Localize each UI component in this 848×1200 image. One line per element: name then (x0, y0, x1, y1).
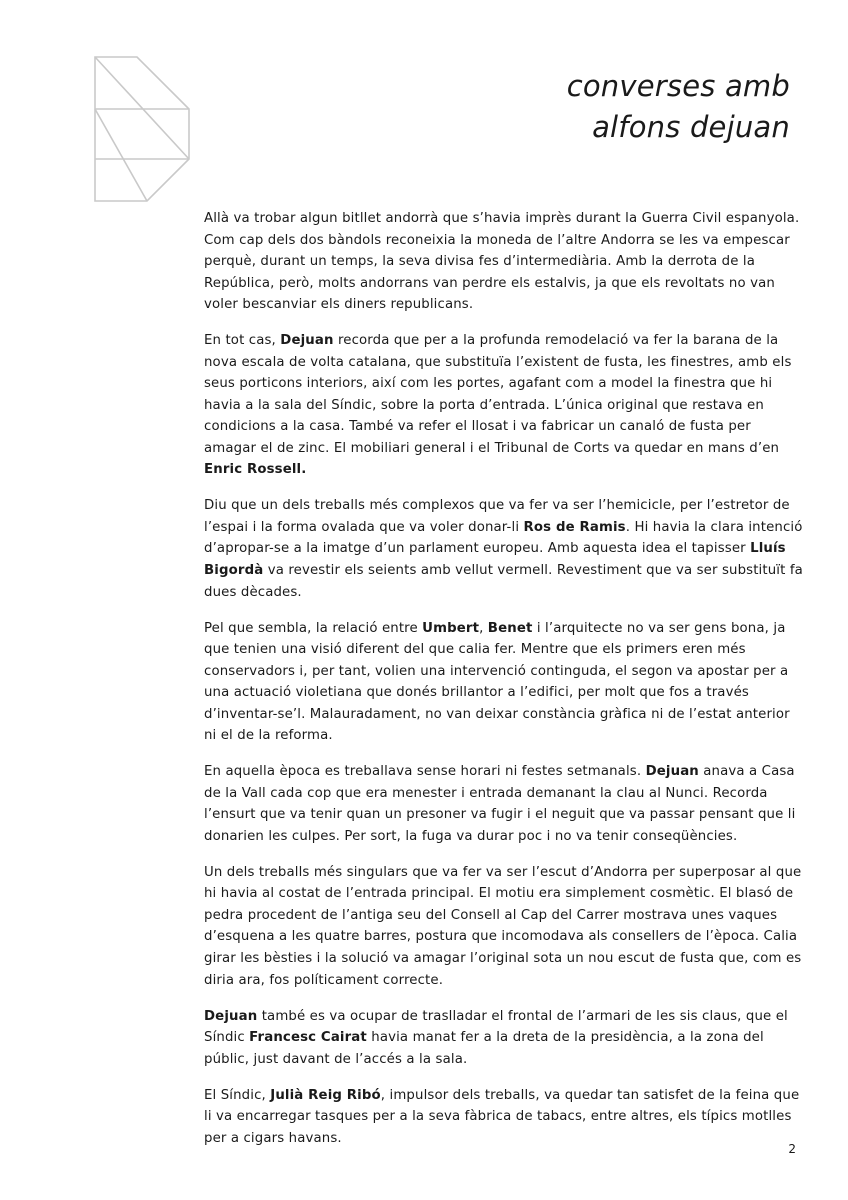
text-run: anava a Casa de la Vall cada cop que era menester i entrada demanant la clau al Nunci. Recorda l’ensurt que va tenir quan un presoner va fugir i el neguit que va passar pensant que li donarien les culpes. Per sort, la fuga va durar poc i no va tenir conseqüències. (204, 764, 796, 844)
text-run: Diu que un dels treballs més complexos que va fer va ser l’hemicicle, per l’estretor de l’espai i la forma ovalada que va voler donar-li (204, 498, 790, 535)
paragraph (204, 862, 804, 991)
text-run: havia manat fer a la dreta de la presidència, a la zona del públic, just davant de l’accés a la sala. (204, 1030, 764, 1067)
text-run: En aquella època es treballava sense horari ni festes setmanals. (204, 764, 646, 780)
text-run: Pel que sembla, la relació entre (204, 620, 423, 636)
text-run: també es va ocupar de traslladar el frontal de l’armari de les sis claus, que el Síndic (204, 1008, 788, 1046)
emphasis-run: Umbert (422, 620, 480, 636)
paragraph (204, 761, 804, 847)
document-header (0, 44, 848, 204)
text-run: Allà va trobar algun bitllet andorrà que s’havia imprès durant la Guerra Civil espanyola. Com cap dels dos bàndols reconeixia la moneda de l’altre Andorra se les va empescar perquè, durant un temps, la seva divisa fes d’intermediària. Amb la derrota de la República, però, molts andorrans van perdre els estalvis, ja que els revoltats no van voler bescanviar els diners republicans. (204, 211, 800, 313)
paragraph (204, 330, 804, 481)
paragraph (204, 1006, 804, 1071)
text-run: En tot cas, (204, 333, 281, 349)
text-run: va revestir els seients amb vellut vermell. Revestiment que va ser substituït fa dues dècades. (204, 562, 803, 600)
paragraph (204, 618, 804, 747)
emphasis-run: Dejuan (645, 764, 699, 780)
paragraph (204, 208, 804, 316)
emphasis-run: Benet (487, 620, 533, 636)
page-title-line-1: converses amb (566, 69, 790, 103)
text-run: i l’arquitecte no va ser gens bona, ja que tenien una visió diferent del que calia fer. Mentre que els primers eren més conservadors i, per tant, volien una intervenció continguda, el segon va apostar per a una actuació violetiana que donés brillantor a l’edifici, per molt que fos a través d’inventar-se’l. Malauradament, no van deixar constància gràfica ni de l’estat anterior ni el de la reforma. (204, 620, 790, 744)
emphasis-run: Enric Rossell. (204, 462, 307, 478)
text-run: Un dels treballs més singulars que va fer va ser l’escut d’Andorra per superposar al que hi havia al costat de l’entrada principal. El motiu era simplement cosmètic. El blasó de pedra procedent de l’antiga seu del Consell al Cap del Carrer mostrava unes vaques d’esquena a les quatre barres, postura que incomodava als consellers de l’època. Calia girar les bèsties i la solució va amagar l’original sota un nou escut de fusta que, com es diria ara, fos políticament correcte. (204, 864, 802, 988)
emphasis-run: Julià Reig Ribó (270, 1087, 381, 1103)
text-run: El Síndic, (204, 1087, 271, 1103)
text-run: , impulsor dels treballs, va quedar tan satisfet de la feina que li va encarregar tasques per a la seva fàbrica de tabacs, entre altres, els típics motlles per a cigars havans. (204, 1087, 800, 1146)
diamond-outline-logo (92, 54, 192, 204)
text-run: , (479, 620, 488, 636)
document-body (204, 208, 804, 1149)
emphasis-run: Ros de Ramis (523, 519, 626, 535)
emphasis-run: Dejuan (280, 333, 334, 349)
emphasis-run: Lluís Bigordà (204, 541, 786, 578)
page-number: 2 (788, 1142, 796, 1156)
emphasis-run: Francesc Cairat (249, 1030, 367, 1046)
paragraph (204, 1085, 804, 1150)
text-run: recorda que per a la profunda remodelació va fer la barana de la nova escala de volta catalana, que substituïa l’existent de fusta, les finestres, amb els seus porticons interiors, així com les portes, agafant com a model la finestra que hi havia a la sala del Síndic, sobre la porta d’entrada. L’única original que restava en condicions a la casa. També va refer el llosat i va fabricar un canaló de fusta per amagar el de zinc. El mobiliari general i el Tribunal de Corts va quedar en mans d’en (204, 333, 792, 456)
page-title (567, 66, 790, 148)
text-run: . Hi havia la clara intenció d’apropar-se a la imatge d’un parlament europeu. Amb aquesta idea el tapisser (204, 519, 803, 557)
paragraph (204, 495, 804, 603)
page-title-line-2: alfons dejuan (592, 110, 790, 145)
emphasis-run: Dejuan (204, 1008, 258, 1024)
